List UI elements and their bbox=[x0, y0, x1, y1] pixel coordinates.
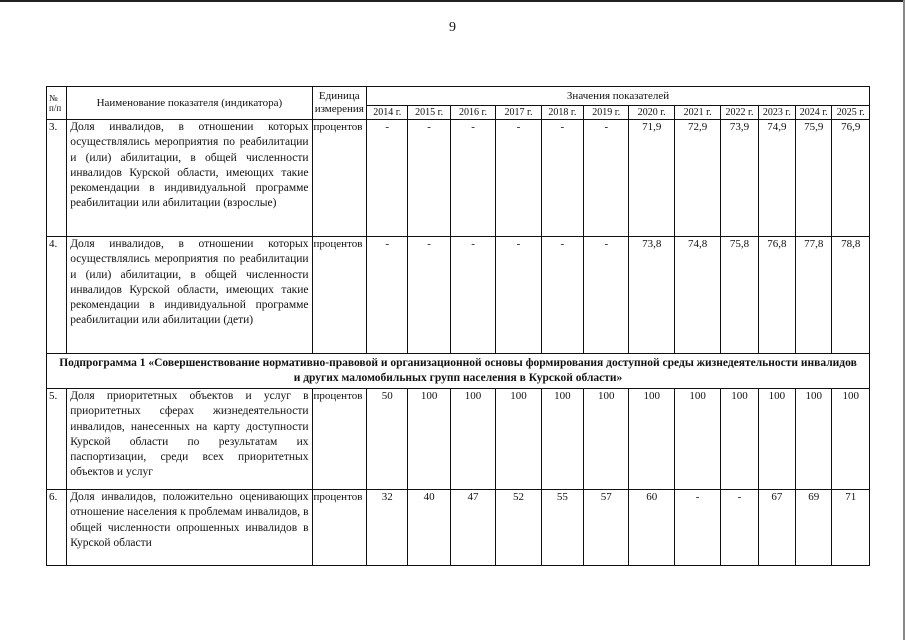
value-cell: 75,8 bbox=[721, 237, 758, 354]
unit-cell: процентов bbox=[312, 490, 367, 566]
row-number: 4. bbox=[47, 237, 67, 354]
indicator-name: Доля инвалидов, в отношении которых осуществлялись мероприятия по реабилитации и (или) абилитации, в общей численности инвалидов Курской области, имеющих такие рекомендации в индивидуальной программе реабилитации или абилитации (взрослые) bbox=[67, 120, 312, 237]
header-year: 2024 г. bbox=[796, 106, 832, 120]
unit-cell: процентов bbox=[312, 389, 367, 490]
value-cell: - bbox=[450, 237, 495, 354]
header-number: № п/п bbox=[47, 87, 67, 120]
row-number: 5. bbox=[47, 389, 67, 490]
value-cell: - bbox=[584, 120, 629, 237]
row-number: 6. bbox=[47, 490, 67, 566]
value-cell: 60 bbox=[629, 490, 674, 566]
header-year: 2020 г. bbox=[629, 106, 674, 120]
table-row bbox=[47, 237, 870, 354]
value-cell: 50 bbox=[367, 389, 408, 490]
indicator-name: Доля инвалидов, в отношении которых осуществлялись мероприятия по реабилитации и (или) абилитации, в общей численности инвалидов Курской области, имеющих такие рекомендации в индивидуальной программе реабилитации или абилитации (дети) bbox=[67, 237, 312, 354]
value-cell: 71 bbox=[832, 490, 870, 566]
value-cell: - bbox=[408, 237, 450, 354]
value-cell: - bbox=[408, 120, 450, 237]
value-cell: 100 bbox=[832, 389, 870, 490]
value-cell: 74,9 bbox=[758, 120, 795, 237]
value-cell: 72,9 bbox=[674, 120, 720, 237]
header-year: 2014 г. bbox=[367, 106, 408, 120]
header-year: 2016 г. bbox=[450, 106, 495, 120]
value-cell: 71,9 bbox=[629, 120, 674, 237]
value-cell: 75,9 bbox=[796, 120, 832, 237]
value-cell: 47 bbox=[450, 490, 495, 566]
value-cell: 100 bbox=[408, 389, 450, 490]
unit-cell: процентов bbox=[312, 237, 367, 354]
table-row bbox=[47, 490, 870, 566]
header-year: 2017 г. bbox=[496, 106, 541, 120]
section-row bbox=[47, 354, 870, 389]
value-cell: - bbox=[450, 120, 495, 237]
value-cell: 73,8 bbox=[629, 237, 674, 354]
page-number: 9 bbox=[449, 20, 456, 35]
value-cell: 52 bbox=[496, 490, 541, 566]
header-unit: Единица измерения bbox=[312, 87, 367, 120]
header-year: 2015 г. bbox=[408, 106, 450, 120]
subprogram-title: Подпрограмма 1 «Совершенствование нормативно-правовой и организационной основы формирования доступной среды жизнедеятельности инвалидов и других маломобильных групп населения в Курской области» bbox=[47, 354, 870, 389]
header-year: 2025 г. bbox=[832, 106, 870, 120]
value-cell: 67 bbox=[758, 490, 795, 566]
table-row bbox=[47, 120, 870, 237]
value-cell: - bbox=[721, 490, 758, 566]
value-cell: 57 bbox=[584, 490, 629, 566]
value-cell: - bbox=[584, 237, 629, 354]
value-cell: 32 bbox=[367, 490, 408, 566]
row-number: 3. bbox=[47, 120, 67, 237]
value-cell: 76,9 bbox=[832, 120, 870, 237]
value-cell: 100 bbox=[796, 389, 832, 490]
value-cell: - bbox=[541, 120, 583, 237]
value-cell: 100 bbox=[450, 389, 495, 490]
value-cell: 77,8 bbox=[796, 237, 832, 354]
value-cell: - bbox=[541, 237, 583, 354]
value-cell: - bbox=[496, 237, 541, 354]
table-header bbox=[47, 87, 870, 120]
value-cell: 100 bbox=[541, 389, 583, 490]
value-cell: 73,9 bbox=[721, 120, 758, 237]
value-cell: 100 bbox=[496, 389, 541, 490]
value-cell: - bbox=[674, 490, 720, 566]
table-row bbox=[47, 389, 870, 490]
header-year: 2023 г. bbox=[758, 106, 795, 120]
header-year: 2021 г. bbox=[674, 106, 720, 120]
value-cell: 78,8 bbox=[832, 237, 870, 354]
page-top-border bbox=[0, 0, 905, 2]
header-values: Значения показателей bbox=[367, 87, 870, 106]
value-cell: - bbox=[496, 120, 541, 237]
value-cell: 100 bbox=[721, 389, 758, 490]
header-year: 2018 г. bbox=[541, 106, 583, 120]
indicator-name: Доля инвалидов, положительно оценивающих отношение населения к проблемам инвалидов, в общей численности опрошенных инвалидов в Курской области bbox=[67, 490, 312, 566]
value-cell: 55 bbox=[541, 490, 583, 566]
header-year: 2022 г. bbox=[721, 106, 758, 120]
value-cell: 100 bbox=[629, 389, 674, 490]
header-indicator-name: Наименование показателя (индикатора) bbox=[67, 87, 312, 120]
value-cell: 100 bbox=[758, 389, 795, 490]
value-cell: 69 bbox=[796, 490, 832, 566]
value-cell: 100 bbox=[584, 389, 629, 490]
value-cell: 76,8 bbox=[758, 237, 795, 354]
value-cell: 100 bbox=[674, 389, 720, 490]
unit-cell: процентов bbox=[312, 120, 367, 237]
table-body bbox=[47, 120, 870, 566]
value-cell: - bbox=[367, 237, 408, 354]
value-cell: 40 bbox=[408, 490, 450, 566]
header-year: 2019 г. bbox=[584, 106, 629, 120]
value-cell: - bbox=[367, 120, 408, 237]
indicators-table bbox=[46, 86, 870, 566]
indicator-name: Доля приоритетных объектов и услуг в приоритетных сферах жизнедеятельности инвалидов, нанесенных на карту доступности Курской области по результатам их паспортизации, среди всех приоритетных объектов и услуг bbox=[67, 389, 312, 490]
value-cell: 74,8 bbox=[674, 237, 720, 354]
